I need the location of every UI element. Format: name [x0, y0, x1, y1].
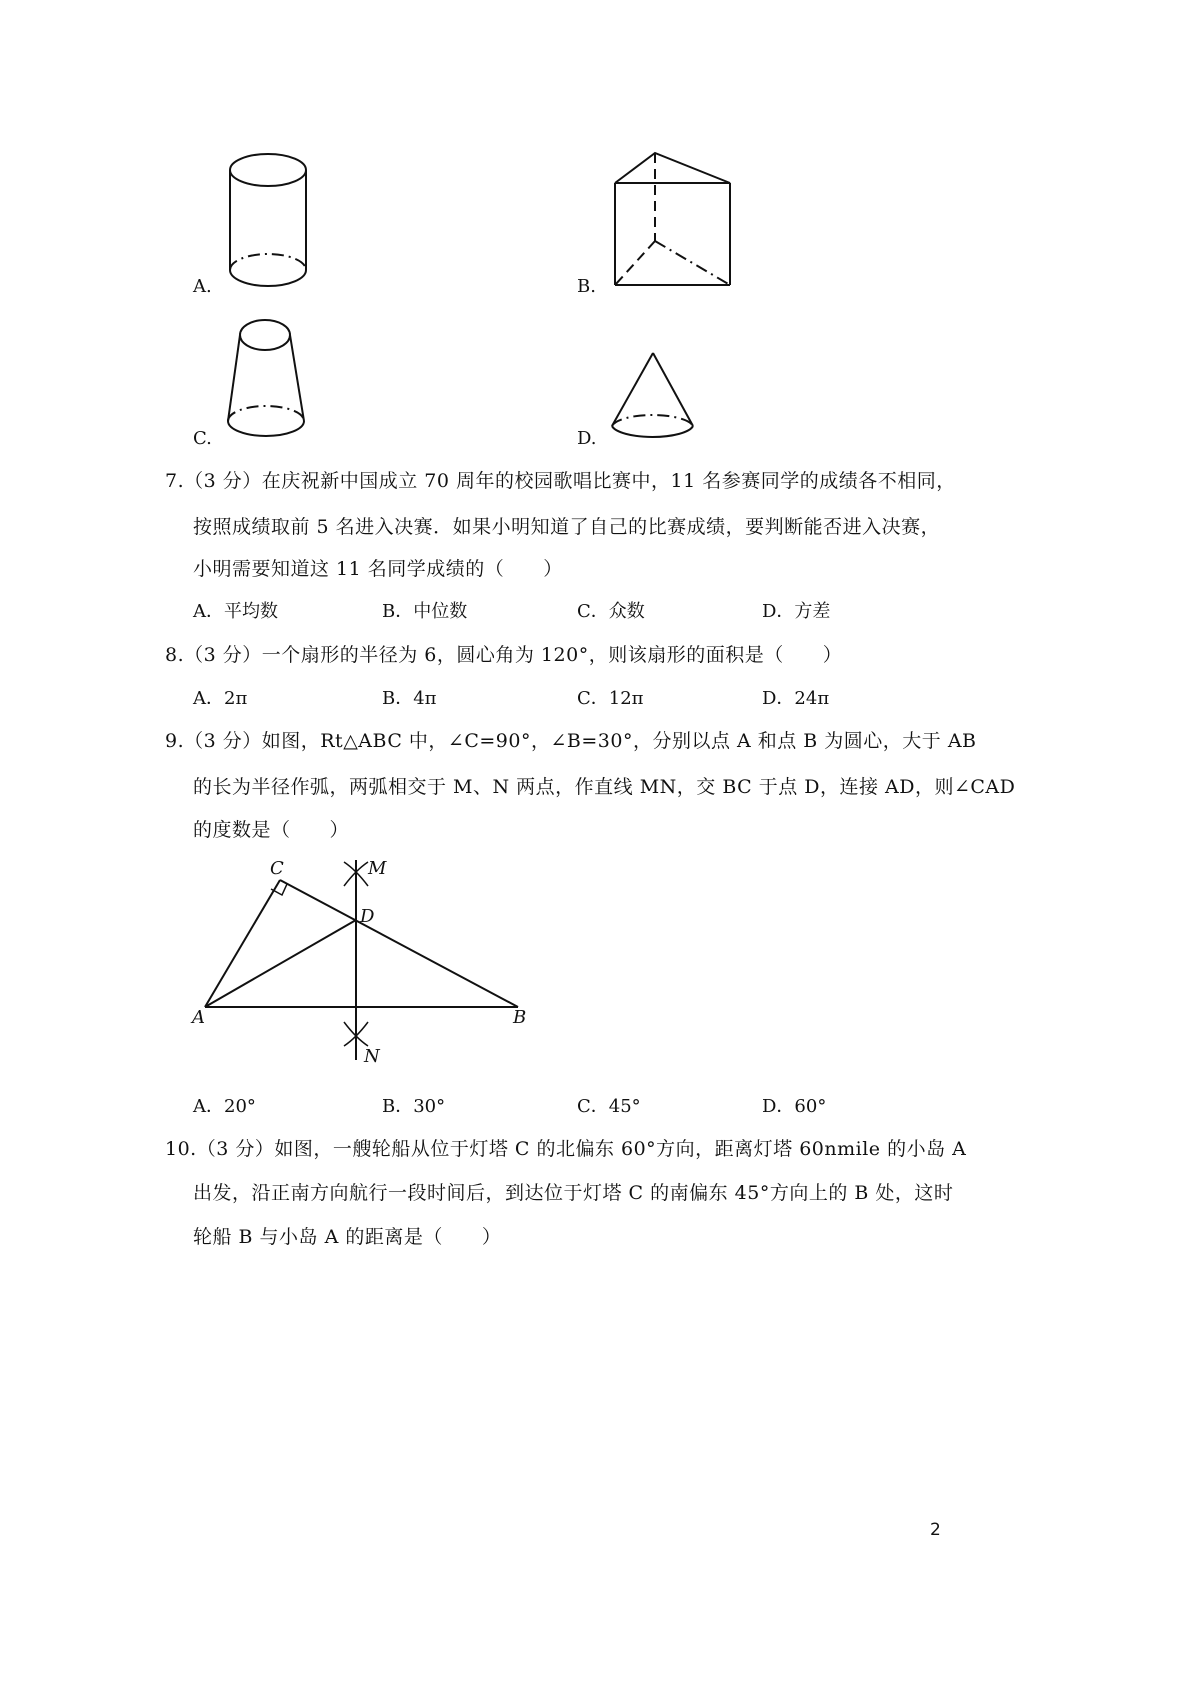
q6-option-c-label: C. [193, 428, 212, 449]
label-d: D [360, 906, 375, 927]
q8-option-b: B．4π [382, 688, 437, 709]
q7-stem-line3: 小明需要知道这 11 名同学成绩的（ ） [193, 558, 563, 580]
label-c: C [270, 858, 284, 879]
q6-option-a-label: A. [193, 276, 212, 297]
q8-option-d: D．24π [762, 688, 830, 709]
q7-option-b: B．中位数 [382, 601, 468, 622]
q9-option-a: A．20° [193, 1096, 256, 1117]
q8-option-c: C．12π [577, 688, 644, 709]
cylinder-figure [220, 148, 320, 293]
label-b: B [513, 1007, 527, 1028]
label-a: A [192, 1007, 205, 1028]
q7-stem-line2: 按照成绩取前 5 名进入决赛．如果小明知道了自己的比赛成绩，要判断能否进入决赛， [193, 516, 941, 538]
label-n: N [364, 1046, 380, 1067]
right-angle-mark [271, 884, 287, 895]
q9-stem-line2: 的长为半径作弧，两弧相交于 M、N 两点，作直线 MN，交 BC 于点 D，连接 AD，则∠CAD [193, 776, 1016, 798]
q9-option-c: C．45° [577, 1096, 641, 1117]
q6-option-b-label: B. [577, 276, 596, 297]
q7-option-d: D．方差 [762, 601, 831, 622]
q8-stem-line1: 8.（3 分）一个扇形的半径为 6，圆心角为 120°，则该扇形的面积是（ ） [165, 644, 843, 666]
frustum-figure [220, 313, 320, 448]
q9-stem-line1: 9.（3 分）如图，Rt△ABC 中，∠C=90°，∠B=30°，分别以点 A 和点 B 为圆心，大于 AB [165, 730, 977, 752]
q9-stem-line3: 的度数是（ ） [193, 819, 350, 841]
triangular-prism-figure [605, 145, 740, 290]
side-ca [205, 880, 280, 1007]
cone-figure [605, 348, 700, 448]
segment-ad [205, 920, 356, 1007]
q9-option-d: D．60° [762, 1096, 827, 1117]
q7-option-a: A．平均数 [193, 601, 278, 622]
page-number: 2 [930, 1520, 941, 1540]
q7-stem-line1: 7.（3 分）在庆祝新中国成立 70 周年的校园歌唱比赛中，11 名参赛同学的成绩各不相同， [165, 470, 956, 492]
q6-option-d-label: D. [577, 428, 597, 449]
q10-stem-line3: 轮船 B 与小岛 A 的距离是（ ） [193, 1226, 502, 1248]
q7-option-c: C．众数 [577, 601, 645, 622]
q9-option-b: B．30° [382, 1096, 446, 1117]
q10-stem-line1: 10.（3 分）如图，一艘轮船从位于灯塔 C 的北偏东 60°方向，距离灯塔 60nmile 的小岛 A [165, 1138, 967, 1160]
q8-option-a: A．2π [193, 688, 248, 709]
q10-stem-line2: 出发，沿正南方向航行一段时间后，到达位于灯塔 C 的南偏东 45°方向上的 B 处，这时 [193, 1182, 954, 1204]
label-m: M [368, 858, 387, 879]
triangle-construction-figure [190, 850, 540, 1070]
